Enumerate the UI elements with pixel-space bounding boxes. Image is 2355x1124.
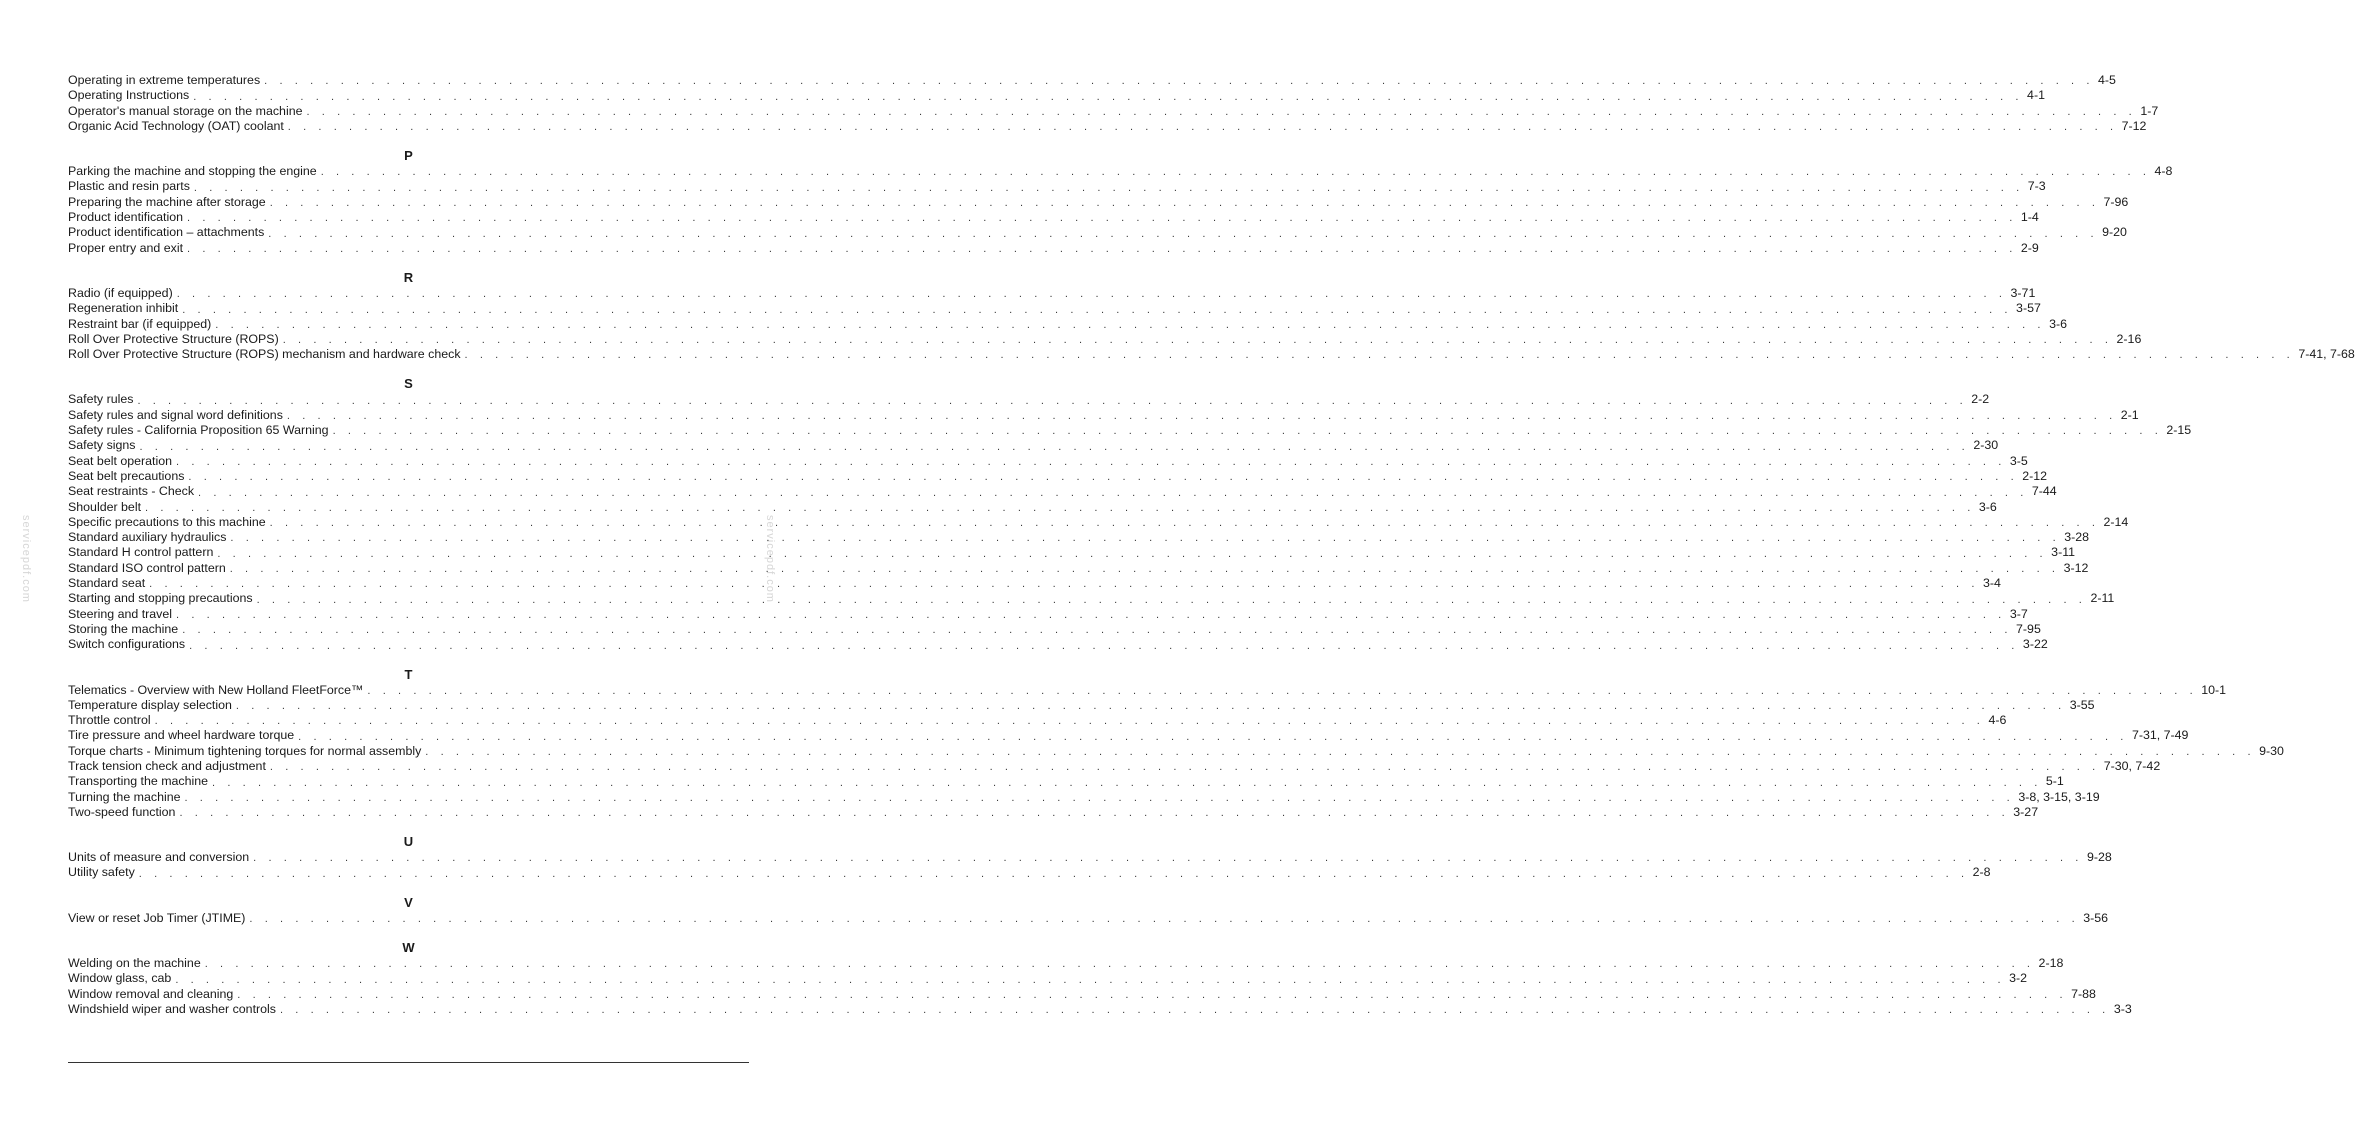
entry-page-number: 2-30 — [1973, 438, 1999, 453]
entry-label: Safety signs — [68, 438, 136, 453]
index-section — [68, 820, 2112, 881]
entry-page-number: 2-18 — [2038, 956, 2064, 971]
entry-label: Standard seat — [68, 576, 146, 591]
index-entry[interactable] — [68, 971, 2028, 986]
entry-page-number: 1-4 — [2020, 210, 2039, 225]
dot-leader: . . . . . . . . . . . . . . . . . . . . . . . . . . . . . . . . . . . . . . . . . . . . . . . . . . . . . . . . . . . . . . . . . . . . . . . . . . . . . . . . . . . . . . . . . . . . . . . . . . . . . . . . . . . . . . . . . . . . . . . . — [138, 867, 1969, 880]
dot-leader: . . . . . . . . . . . . . . . . . . . . . . . . . . . . . . . . . . . . . . . . . . . . . . . . . . . . . . . . . . . . . . . . . . . . . . . . . . . . . . . . . . . . . . . . . . . . . . . . . . . . . . . . . . . . . . . . . . . . . . . . — [198, 486, 2028, 499]
dot-leader: . . . . . . . . . . . . . . . . . . . . . . . . . . . . . . . . . . . . . . . . . . . . . . . . . . . . . . . . . . . . . . . . . . . . . . . . . . . . . . . . . . . . . . . . . . . . . . . . . . . . . . . . . . . . . . . . . . . . . . . . — [269, 761, 2100, 774]
index-entry[interactable] — [68, 743, 2284, 759]
entry-page-number: 9-28 — [2086, 850, 2112, 865]
dot-leader: . . . . . . . . . . . . . . . . . . . . . . . . . . . . . . . . . . . . . . . . . . . . . . . . . . . . . . . . . . . . . . . . . . . . . . . . . . . . . . . . . . . . . . . . . . . . . . . . . . . . . . . . . . . . . . . . . . . . . . . . — [269, 197, 2100, 210]
entry-page-number: 7-44 — [2031, 484, 2057, 499]
entry-page-number: 3-12 — [2063, 560, 2089, 575]
entry-label: Safety rules — [68, 392, 134, 407]
section-letter: W — [402, 940, 415, 956]
dot-leader: . . . . . . . . . . . . . . . . . . . . . . . . . . . . . . . . . . . . . . . . . . . . . . . . . . . . . . . . . . . . . . . . . . . . . . . . . . . . . . . . . . . . . . . . . . . . . . . . . . . . . . . . . . . . . . . . . . . . . . . . — [139, 440, 1970, 453]
entry-label: Storing the machine — [68, 621, 179, 636]
dot-leader: . . . . . . . . . . . . . . . . . . . . . . . . . . . . . . . . . . . . . . . . . . . . . . . . . . . . . . . . . . . . . . . . . . . . . . . . . . . . . . . . . . . . . . . . . . . . . . . . . . . . . . . . . . . . . . . . . . . . . . . . — [298, 730, 2128, 743]
entry-page-number: 3-11 — [2051, 545, 2076, 560]
entry-label: Specific precautions to this machine — [68, 514, 266, 529]
index-entry[interactable] — [68, 179, 2046, 194]
entry-label: Preparing the machine after storage — [68, 194, 266, 209]
entry-page-number: 2-16 — [2116, 331, 2142, 346]
dot-leader: . . . . . . . . . . . . . . . . . . . . . . . . . . . . . . . . . . . . . . . . . . . . . . . . . . . . . . . . . . . . . . . . . . . . . . . . . . . . . . . . . . . . . . . . . . . . . . . . . . . . . . . . . . . . . . . . . . . . . . . . — [280, 1004, 2110, 1017]
dot-leader: . . . . . . . . . . . . . . . . . . . . . . . . . . . . . . . . . . . . . . . . . . . . . . . . . . . . . . . . . . . . . . . . . . . . . . . . . . . . . . . . . . . . . . . . . . . . . . . . . . . . . . . . . . . . . . . . . . . . . . . . — [182, 303, 2013, 316]
dot-leader: . . . . . . . . . . . . . . . . . . . . . . . . . . . . . . . . . . . . . . . . . . . . . . . . . . . . . . . . . . . . . . . . . . . . . . . . . . . . . . . . . . . . . . . . . . . . . . . . . . . . . . . . . . . . . . . . . . . . . . . . — [182, 624, 2013, 637]
index-entry[interactable] — [68, 774, 2064, 789]
entry-page-number: 2-12 — [2022, 468, 2048, 483]
dot-leader: . . . . . . . . . . . . . . . . . . . . . . . . . . . . . . . . . . . . . . . . . . . . . . . . . . . . . . . . . . . . . . . . . . . . . . . . . . . . . . . . . . . . . . . . . . . . . . . . . . . . . . . . . . . . . . . . . . . . . . . . — [204, 958, 2035, 971]
dot-leader: . . . . . . . . . . . . . . . . . . . . . . . . . . . . . . . . . . . . . . . . . . . . . . . . . . . . . . . . . . . . . . . . . . . . . . . . . . . . . . . . . . . . . . . . . . . . . . . . . . . . . . . . . . . . . . . . . . . . . . . . — [212, 776, 2042, 789]
index-entry[interactable] — [68, 88, 2045, 103]
index-entry[interactable] — [68, 73, 2116, 88]
dot-leader: . . . . . . . . . . . . . . . . . . . . . . . . . . . . . . . . . . . . . . . . . . . . . . . . . . . . . . . . . . . . . . . . . . . . . . . . . . . . . . . . . . . . . . . . . . . . . . . . . . . . . . . . . . . . . . . . . . . . . . . . — [332, 425, 2163, 438]
entry-label: Telematics - Overview with New Holland FleetForce™ — [68, 682, 364, 697]
entry-page-number: 2-14 — [2103, 514, 2129, 529]
index-entry[interactable] — [68, 850, 2112, 865]
index-entry[interactable] — [68, 118, 2147, 134]
section-letter: R — [403, 269, 414, 285]
dot-leader: . . . . . . . . . . . . . . . . . . . . . . . . . . . . . . . . . . . . . . . . . . . . . . . . . . . . . . . . . . . . . . . . . . . . . . . . . . . . . . . . . . . . . . . . . . . . . . . . . . . . . . . . . . . . . . . . . . . . . . . . — [145, 501, 1975, 514]
index-section — [68, 256, 2355, 362]
dot-leader: . . . . . . . . . . . . . . . . . . . . . . . . . . . . . . . . . . . . . . . . . . . . . . . . . . . . . . . . . . . . . . . . . . . . . . . . . . . . . . . . . . . . . . . . . . . . . . . . . . . . . . . . . . . . . . . . . . . . . . . . — [268, 227, 2099, 240]
entry-page-number: 4-5 — [2097, 73, 2116, 87]
dot-leader: . . . . . . . . . . . . . . . . . . . . . . . . . . . . . . . . . . . . . . . . . . . . . . . . . . . . . . . . . . . . . . . . . . . . . . . . . . . . . . . . . . . . . . . . . . . . . . . . . . . . . . . . . . . . . . . . . . . . . . . . — [217, 547, 2048, 560]
index-entry[interactable] — [68, 392, 1990, 407]
index-entry[interactable] — [68, 804, 2039, 820]
dot-leader: . . . . . . . . . . . . . . . . . . . . . . . . . . . . . . . . . . . . . . . . . . . . . . . . . . . . . . . . . . . . . . . . . . . . . . . . . . . . . . . . . . . . . . . . . . . . . . . . . . . . . . . . . . . . . . . . . . . . . . . . — [306, 105, 2137, 118]
entry-page-number: 3-3 — [2113, 1001, 2132, 1016]
entry-label: Shoulder belt — [68, 499, 142, 514]
dot-leader: . . . . . . . . . . . . . . . . . . . . . . . . . . . . . . . . . . . . . . . . . . . . . . . . . . . . . . . . . . . . . . . . . . . . . . . . . . . . . . . . . . . . . . . . . . . . . . . . . . . . . . . . . . . . . . . . . . . . . . . . — [215, 318, 2046, 331]
entry-label: Restraint bar (if equipped) — [68, 316, 212, 331]
index-section — [68, 73, 2159, 134]
entry-page-number: 3-7 — [2009, 606, 2028, 621]
dot-leader: . . . . . . . . . . . . . . . . . . . . . . . . . . . . . . . . . . . . . . . . . . . . . . . . . . . . . . . . . . . . . . . . . . . . . . . . . . . . . . . . . . . . . . . . . . . . . . . . . . . . . . . . . . . . . . . . . . . . . . . . — [249, 913, 2080, 926]
entry-page-number: 1-7 — [2140, 103, 2159, 118]
entry-label: Radio (if equipped) — [68, 285, 173, 300]
footer-divider — [68, 1062, 749, 1063]
entry-page-number: 3-22 — [2022, 637, 2048, 652]
entry-page-number: 4-6 — [1988, 713, 2007, 728]
entry-page-number: 3-8, 3-15, 3-19 — [2018, 789, 2100, 804]
entry-page-number: 3-28 — [2064, 530, 2090, 545]
entry-page-number: 4-1 — [2027, 88, 2045, 103]
entry-label: Proper entry and exit — [68, 240, 184, 255]
dot-leader: . . . . . . . . . . . . . . . . . . . . . . . . . . . . . . . . . . . . . . . . . . . . . . . . . . . . . . . . . . . . . . . . . . . . . . . . . . . . . . . . . . . . . . . . . . . . . . . . . . . . . . . . . . . . . . . . . . . . . . . . — [175, 973, 2006, 986]
entry-page-number: 3-71 — [2010, 285, 2036, 300]
index-entry[interactable] — [68, 225, 2127, 240]
entry-page-number: 3-4 — [1982, 576, 2001, 591]
index-entry[interactable] — [68, 331, 2142, 347]
index-entry[interactable] — [68, 576, 2001, 591]
entry-label: Roll Over Protective Structure (ROPS) — [68, 331, 279, 346]
entry-page-number: 3-6 — [1978, 499, 1997, 514]
entry-page-number: 7-12 — [2121, 118, 2147, 133]
entry-label: Parking the machine and stopping the engine — [68, 164, 317, 179]
dot-leader: . . . . . . . . . . . . . . . . . . . . . . . . . . . . . . . . . . . . . . . . . . . . . . . . . . . . . . . . . . . . . . . . . . . . . . . . . . . . . . . . . . . . . . . . . . . . . . . . . . . . . . . . . . . . . . . . . . . . . . . . — [230, 532, 2061, 545]
index-entry[interactable] — [68, 1001, 2132, 1017]
section-letter: V — [404, 894, 413, 910]
index-entry[interactable] — [68, 789, 2100, 805]
index-entry[interactable] — [68, 621, 2041, 637]
entry-page-number: 2-9 — [2020, 240, 2039, 255]
entry-page-number: 2-2 — [1971, 392, 1990, 407]
dot-leader: . . . . . . . . . . . . . . . . . . . . . . . . . . . . . . . . . . . . . . . . . . . . . . . . . . . . . . . . . . . . . . . . . . . . . . . . . . . . . . . . . . . . . . . . . . . . . . . . . . . . . . . . . . . . . . . . . . . . . . . . — [269, 517, 2100, 530]
entry-page-number: 7-30, 7-42 — [2103, 758, 2161, 773]
dot-leader: . . . . . . . . . . . . . . . . . . . . . . . . . . . . . . . . . . . . . . . . . . . . . . . . . . . . . . . . . . . . . . . . . . . . . . . . . . . . . . . . . . . . . . . . . . . . . . . . . . . . . . . . . . . . . . . . . . . . . . . . — [286, 410, 2117, 423]
entry-page-number: 3-2 — [2009, 971, 2028, 986]
index-entry[interactable] — [68, 438, 1999, 453]
index-entry[interactable] — [68, 301, 2041, 316]
entry-label: Seat belt operation — [68, 453, 173, 468]
dot-leader: . . . . . . . . . . . . . . . . . . . . . . . . . . . . . . . . . . . . . . . . . . . . . . . . . . . . . . . . . . . . . . . . . . . . . . . . . . . . . . . . . . . . . . . . . . . . . . . . . . . . . . . . . . . . . . . . . . . . . . . . — [256, 593, 2087, 606]
dot-leader: . . . . . . . . . . . . . . . . . . . . . . . . . . . . . . . . . . . . . . . . . . . . . . . . . . . . . . . . . . . . . . . . . . . . . . . . . . . . . . . . . . . . . . . . . . . . . . . . . . . . . . . . . . . . . . . . . . . . . . . . — [464, 349, 2295, 362]
dot-leader: . . . . . . . . . . . . . . . . . . . . . . . . . . . . . . . . . . . . . . . . . . . . . . . . . . . . . . . . . . . . . . . . . . . . . . . . . . . . . . . . . . . . . . . . . . . . . . . . . . . . . . . . . . . . . . . . . . . . . . . . — [187, 212, 2017, 225]
index-entry[interactable] — [68, 210, 2039, 225]
index-entry[interactable] — [68, 637, 2048, 652]
section-letter: T — [404, 666, 413, 682]
entry-label: Plastic and resin parts — [68, 179, 190, 194]
dot-leader: . . . . . . . . . . . . . . . . . . . . . . . . . . . . . . . . . . . . . . . . . . . . . . . . . . . . . . . . . . . . . . . . . . . . . . . . . . . . . . . . . . . . . . . . . . . . . . . . . . . . . . . . . . . . . . . . . . . . . . . . — [149, 578, 1979, 591]
entry-page-number: 2-15 — [2166, 423, 2192, 438]
index-entry[interactable] — [68, 530, 2090, 545]
entry-label: Starting and stopping precautions — [68, 591, 253, 606]
index-entry[interactable] — [68, 758, 2161, 774]
entry-label: Window glass, cab — [68, 971, 172, 986]
entry-label: Two-speed function — [68, 804, 176, 819]
index-entry[interactable] — [68, 713, 2007, 728]
index-entry[interactable] — [68, 697, 2095, 713]
index-entry[interactable] — [68, 682, 2227, 698]
entry-label: Units of measure and conversion — [68, 850, 250, 865]
entry-label: Throttle control — [68, 713, 151, 728]
entry-page-number: 3-27 — [2013, 804, 2039, 819]
entry-label: Safety rules and signal word definitions — [68, 407, 283, 422]
entry-label: Operator's manual storage on the machine — [68, 103, 303, 118]
dot-leader: . . . . . . . . . . . . . . . . . . . . . . . . . . . . . . . . . . . . . . . . . . . . . . . . . . . . . . . . . . . . . . . . . . . . . . . . . . . . . . . . . . . . . . . . . . . . . . . . . . . . . . . . . . . . . . . . . . . . . . . . — [287, 121, 2118, 134]
entry-page-number: 7-31, 7-49 — [2131, 728, 2189, 743]
entry-page-number: 9-20 — [2102, 225, 2127, 240]
index-entry[interactable] — [68, 347, 2355, 362]
index-entry[interactable] — [68, 910, 2109, 926]
entry-label: Steering and travel — [68, 606, 173, 621]
index-entry[interactable] — [68, 468, 2048, 484]
entry-page-number: 3-57 — [2016, 301, 2041, 316]
entry-label: Organic Acid Technology (OAT) coolant — [68, 118, 284, 133]
watermark-right: servicepdf.com — [764, 515, 776, 603]
dot-leader: . . . . . . . . . . . . . . . . . . . . . . . . . . . . . . . . . . . . . . . . . . . . . . . . . . . . . . . . . . . . . . . . . . . . . . . . . . . . . . . . . . . . . . . . . . . . . . . . . . . . . . . . . . . . . . . . . . . . . . . . — [193, 181, 2024, 194]
entry-label: Product identification — [68, 210, 184, 225]
watermark-left: servicepdf.com — [20, 515, 32, 603]
index-entry[interactable] — [68, 514, 2129, 530]
entry-label: Welding on the machine — [68, 956, 201, 971]
dot-leader: . . . . . . . . . . . . . . . . . . . . . . . . . . . . . . . . . . . . . . . . . . . . . . . . . . . . . . . . . . . . . . . . . . . . . . . . . . . . . . . . . . . . . . . . . . . . . . . . . . . . . . . . . . . . . . . . . . . . . . . . — [176, 288, 2007, 301]
dot-leader: . . . . . . . . . . . . . . . . . . . . . . . . . . . . . . . . . . . . . . . . . . . . . . . . . . . . . . . . . . . . . . . . . . . . . . . . . . . . . . . . . . . . . . . . . . . . . . . . . . . . . . . . . . . . . . . . . . . . . . . . — [176, 455, 2006, 468]
index-entry[interactable] — [68, 240, 2039, 256]
index-entry[interactable] — [68, 194, 2129, 210]
index-entry[interactable] — [68, 986, 2096, 1002]
entry-page-number: 3-56 — [2083, 910, 2109, 925]
index-entry[interactable] — [68, 164, 2173, 179]
entry-page-number: 3-6 — [2049, 316, 2068, 331]
entry-label: Window removal and cleaning — [68, 986, 234, 1001]
index-entry[interactable] — [68, 591, 2115, 606]
index-entry[interactable] — [68, 728, 2189, 743]
entry-page-number: 7-96 — [2103, 194, 2129, 209]
dot-leader: . . . . . . . . . . . . . . . . . . . . . . . . . . . . . . . . . . . . . . . . . . . . . . . . . . . . . . . . . . . . . . . . . . . . . . . . . . . . . . . . . . . . . . . . . . . . . . . . . . . . . . . . . . . . . . . . . . . . . . . . — [367, 684, 2198, 697]
dot-leader: . . . . . . . . . . . . . . . . . . . . . . . . . . . . . . . . . . . . . . . . . . . . . . . . . . . . . . . . . . . . . . . . . . . . . . . . . . . . . . . . . . . . . . . . . . . . . . . . . . . . . . . . . . . . . . . . . . . . . . . . — [320, 166, 2151, 179]
dot-leader: . . . . . . . . . . . . . . . . . . . . . . . . . . . . . . . . . . . . . . . . . . . . . . . . . . . . . . . . . . . . . . . . . . . . . . . . . . . . . . . . . . . . . . . . . . . . . . . . . . . . . . . . . . . . . . . . . . . . . . . . — [187, 242, 2017, 255]
entry-label: Safety rules - California Proposition 65 Warning — [68, 423, 329, 438]
index-entry[interactable] — [68, 285, 2036, 301]
entry-label: Standard H control pattern — [68, 545, 214, 560]
entry-label: Utility safety — [68, 865, 135, 880]
entry-page-number: 7-41, 7-68 — [2298, 347, 2355, 362]
entry-label: Transporting the machine — [68, 774, 209, 789]
entry-page-number: 2-11 — [2090, 591, 2115, 606]
index-section — [68, 653, 2284, 821]
entry-label: Regeneration inhibit — [68, 301, 179, 316]
index-entry[interactable] — [68, 545, 2076, 560]
entry-label: View or reset Job Timer (JTIME) — [68, 910, 246, 925]
section-letter: S — [404, 376, 413, 392]
entry-label: Operating Instructions — [68, 88, 190, 103]
dot-leader: . . . . . . . . . . . . . . . . . . . . . . . . . . . . . . . . . . . . . . . . . . . . . . . . . . . . . . . . . . . . . . . . . . . . . . . . . . . . . . . . . . . . . . . . . . . . . . . . . . . . . . . . . . . . . . . . . . . . . . . . — [229, 563, 2060, 576]
index-entry[interactable] — [68, 606, 2028, 622]
dot-leader: . . . . . . . . . . . . . . . . . . . . . . . . . . . . . . . . . . . . . . . . . . . . . . . . . . . . . . . . . . . . . . . . . . . . . . . . . . . . . . . . . . . . . . . . . . . . . . . . . . . . . . . . . . . . . . . . . . . . . . . . — [425, 745, 2256, 758]
index-section — [68, 134, 2173, 256]
index-entry[interactable] — [68, 484, 2057, 499]
entry-page-number: 5-1 — [2045, 774, 2064, 789]
dot-leader: . . . . . . . . . . . . . . . . . . . . . . . . . . . . . . . . . . . . . . . . . . . . . . . . . . . . . . . . . . . . . . . . . . . . . . . . . . . . . . . . . . . . . . . . . . . . . . . . . . . . . . . . . . . . . . . . . . . . . . . . — [282, 334, 2113, 347]
index-entry[interactable] — [68, 499, 1997, 515]
dot-leader: . . . . . . . . . . . . . . . . . . . . . . . . . . . . . . . . . . . . . . . . . . . . . . . . . . . . . . . . . . . . . . . . . . . . . . . . . . . . . . . . . . . . . . . . . . . . . . . . . . . . . . . . . . . . . . . . . . . . . . . . — [253, 852, 2083, 865]
dot-leader: . . . . . . . . . . . . . . . . . . . . . . . . . . . . . . . . . . . . . . . . . . . . . . . . . . . . . . . . . . . . . . . . . . . . . . . . . . . . . . . . . . . . . . . . . . . . . . . . . . . . . . . . . . . . . . . . . . . . . . . . — [176, 608, 2006, 621]
index-entry[interactable] — [68, 453, 2028, 469]
index-section — [68, 926, 2132, 1017]
index-entry[interactable] — [68, 407, 2139, 423]
entry-label: Standard ISO control pattern — [68, 560, 226, 575]
index-section — [68, 881, 2109, 926]
entry-page-number: 7-3 — [2027, 179, 2046, 194]
entry-label: Product identification – attachments — [68, 225, 265, 240]
dot-leader: . . . . . . . . . . . . . . . . . . . . . . . . . . . . . . . . . . . . . . . . . . . . . . . . . . . . . . . . . . . . . . . . . . . . . . . . . . . . . . . . . . . . . . . . . . . . . . . . . . . . . . . . . . . . . . . . . . . . . . . . — [137, 394, 1968, 407]
entry-label: Switch configurations — [68, 637, 186, 652]
dot-leader: . . . . . . . . . . . . . . . . . . . . . . . . . . . . . . . . . . . . . . . . . . . . . . . . . . . . . . . . . . . . . . . . . . . . . . . . . . . . . . . . . . . . . . . . . . . . . . . . . . . . . . . . . . . . . . . . . . . . . . . . — [235, 700, 2066, 713]
entry-label: Torque charts - Minimum tightening torques for normal assembly — [68, 743, 422, 758]
entry-label: Track tension check and adjustment — [68, 758, 266, 773]
entry-page-number: 2-1 — [2120, 407, 2139, 422]
entry-page-number: 10-1 — [2201, 682, 2227, 697]
dot-leader: . . . . . . . . . . . . . . . . . . . . . . . . . . . . . . . . . . . . . . . . . . . . . . . . . . . . . . . . . . . . . . . . . . . . . . . . . . . . . . . . . . . . . . . . . . . . . . . . . . . . . . . . . . . . . . . . . . . . . . . . — [193, 90, 2024, 103]
index-entry[interactable] — [68, 560, 2089, 576]
entry-label: Operating in extreme temperatures — [68, 73, 261, 87]
entry-label: Seat belt precautions — [68, 468, 185, 483]
index-entry[interactable] — [68, 956, 2064, 971]
dot-leader: . . . . . . . . . . . . . . . . . . . . . . . . . . . . . . . . . . . . . . . . . . . . . . . . . . . . . . . . . . . . . . . . . . . . . . . . . . . . . . . . . . . . . . . . . . . . . . . . . . . . . . . . . . . . . . . . . . . . . . . . — [189, 639, 2019, 652]
entry-label: Turning the machine — [68, 789, 181, 804]
entry-label: Standard auxiliary hydraulics — [68, 530, 227, 545]
entry-page-number: 3-5 — [2009, 453, 2028, 468]
section-letter: U — [403, 834, 414, 850]
index-entry[interactable] — [68, 103, 2159, 119]
entry-page-number: 9-30 — [2259, 743, 2284, 758]
entry-page-number: 4-8 — [2154, 164, 2173, 179]
dot-leader: . . . . . . . . . . . . . . . . . . . . . . . . . . . . . . . . . . . . . . . . . . . . . . . . . . . . . . . . . . . . . . . . . . . . . . . . . . . . . . . . . . . . . . . . . . . . . . . . . . . . . . . . . . . . . . . . . . . . . . . . — [184, 791, 2015, 804]
index-entry[interactable] — [68, 423, 2192, 438]
dot-leader: . . . . . . . . . . . . . . . . . . . . . . . . . . . . . . . . . . . . . . . . . . . . . . . . . . . . . . . . . . . . . . . . . . . . . . . . . . . . . . . . . . . . . . . . . . . . . . . . . . . . . . . . . . . . . . . . . . . . . . . . — [237, 988, 2068, 1001]
dot-leader: . . . . . . . . . . . . . . . . . . . . . . . . . . . . . . . . . . . . . . . . . . . . . . . . . . . . . . . . . . . . . . . . . . . . . . . . . . . . . . . . . . . . . . . . . . . . . . . . . . . . . . . . . . . . . . . . . . . . . . . . — [154, 715, 1985, 728]
index-entry[interactable] — [68, 865, 1991, 880]
section-letter: P — [404, 148, 413, 164]
entry-label: Temperature display selection — [68, 697, 232, 712]
entry-label: Roll Over Protective Structure (ROPS) mechanism and hardware check — [68, 347, 461, 362]
entry-label: Tire pressure and wheel hardware torque — [68, 728, 295, 743]
entry-label: Seat restraints - Check — [68, 484, 195, 499]
index-entry[interactable] — [68, 316, 2068, 332]
entry-page-number: 3-55 — [2069, 697, 2095, 712]
dot-leader: . . . . . . . . . . . . . . . . . . . . . . . . . . . . . . . . . . . . . . . . . . . . . . . . . . . . . . . . . . . . . . . . . . . . . . . . . . . . . . . . . . . . . . . . . . . . . . . . . . . . . . . . . . . . . . . . . . . . . . . . — [264, 75, 2094, 88]
entry-page-number: 2-8 — [1972, 865, 1991, 880]
dot-leader: . . . . . . . . . . . . . . . . . . . . . . . . . . . . . . . . . . . . . . . . . . . . . . . . . . . . . . . . . . . . . . . . . . . . . . . . . . . . . . . . . . . . . . . . . . . . . . . . . . . . . . . . . . . . . . . . . . . . . . . . — [188, 471, 2019, 484]
entry-page-number: 7-88 — [2071, 986, 2096, 1001]
dot-leader: . . . . . . . . . . . . . . . . . . . . . . . . . . . . . . . . . . . . . . . . . . . . . . . . . . . . . . . . . . . . . . . . . . . . . . . . . . . . . . . . . . . . . . . . . . . . . . . . . . . . . . . . . . . . . . . . . . . . . . . . — [179, 807, 2010, 820]
entry-label: Windshield wiper and washer controls — [68, 1001, 276, 1016]
entry-page-number: 7-95 — [2016, 621, 2041, 636]
